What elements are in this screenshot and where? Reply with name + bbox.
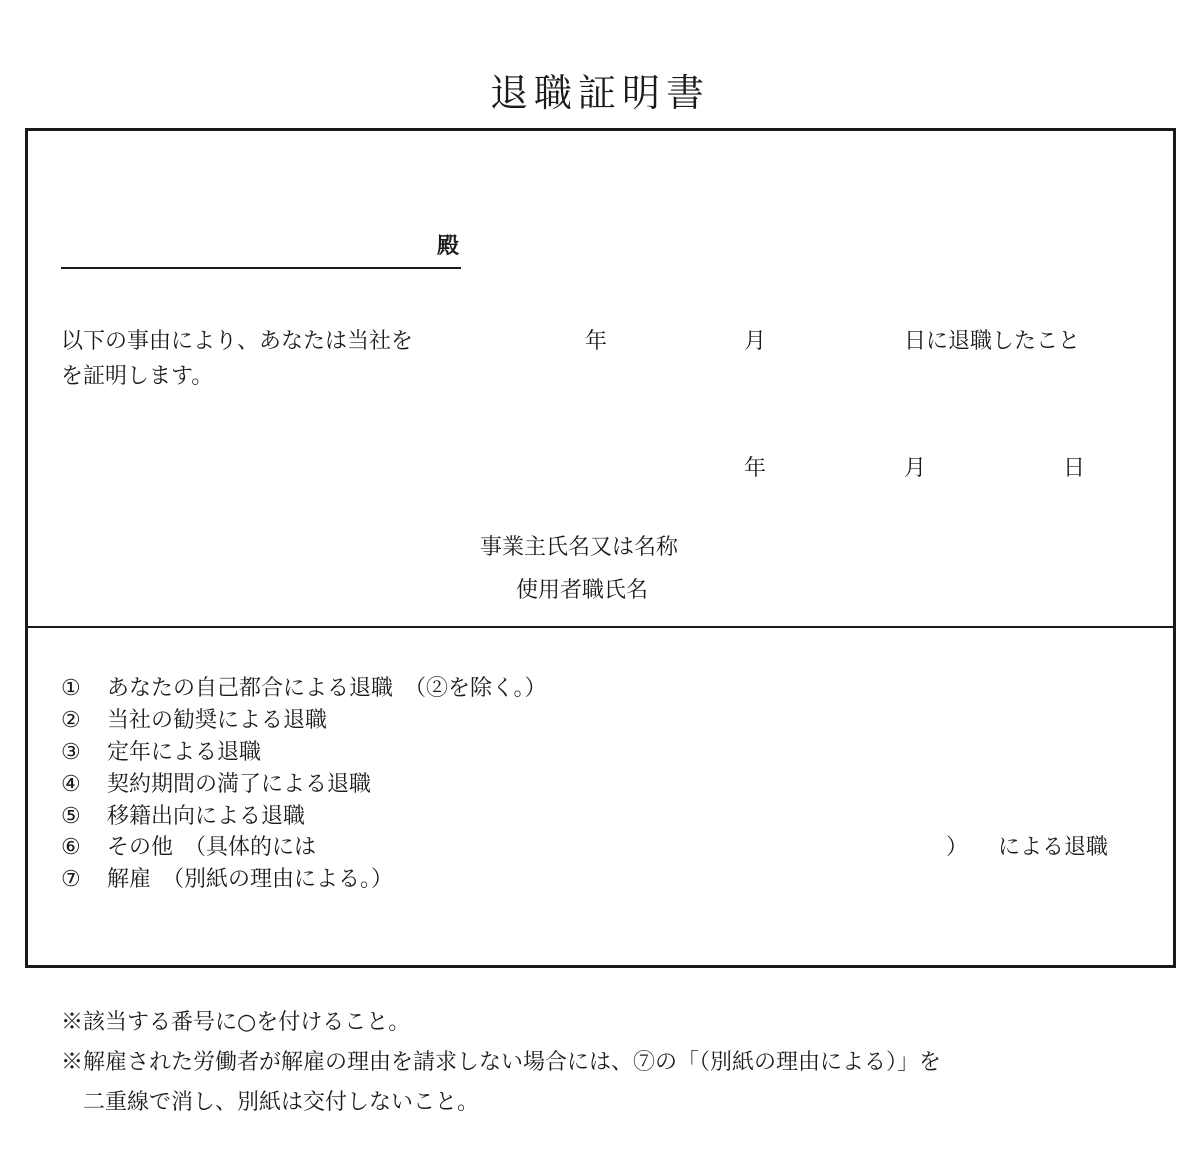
reason-text: あなたの自己都合による退職 （②を除く。） <box>107 676 547 701</box>
document-title: 退職証明書 <box>489 71 710 115</box>
reason-number: ⑥ <box>61 835 81 860</box>
reason-text: 契約期間の満了による退職 <box>107 772 372 797</box>
issue-day-label: 日 <box>1063 456 1086 481</box>
reason-item-4 <box>61 767 371 798</box>
reason-text: 当社の勧奨による退職 <box>107 708 328 733</box>
reason-number: ④ <box>61 772 81 797</box>
reason-text: 解雇 （別紙の理由による。） <box>107 867 394 892</box>
issue-year-label: 年 <box>744 456 767 481</box>
reason-item-6 <box>61 830 316 861</box>
reason-text: 定年による退職 <box>107 740 262 765</box>
retire-year-label: 年 <box>585 329 608 354</box>
retire-day-label: 日に退職したこと <box>904 329 1081 354</box>
employer-name-label: 事業主氏名又は名称 <box>480 535 679 560</box>
statement-line-1: 以下の事由により、あなたは当社を <box>61 329 414 354</box>
reason-item-7 <box>61 862 393 893</box>
reason-item-2 <box>61 703 327 734</box>
addressee-name-line <box>61 267 461 269</box>
section-divider <box>28 626 1173 628</box>
reason-item-3 <box>61 735 261 766</box>
note-2-continuation: 二重線で消し、別紙は交付しないこと。 <box>83 1090 480 1115</box>
statement-line-2: を証明します。 <box>61 364 214 389</box>
reason-text: その他 （具体的には <box>107 835 317 860</box>
issue-month-label: 月 <box>904 456 927 481</box>
note-1: ※該当する番号に○を付けること。 <box>61 1010 411 1035</box>
employer-user-label: 使用者職氏名 <box>516 578 649 603</box>
note-2: ※解雇された労働者が解雇の理由を請求しない場合には、⑦の「（別紙の理由による）」を <box>61 1050 942 1075</box>
retire-month-label: 月 <box>744 329 767 354</box>
reason-number: ② <box>61 708 81 733</box>
reason-number: ③ <box>61 740 81 765</box>
reason-item-5 <box>61 799 305 830</box>
reason-item-1 <box>61 671 547 702</box>
reason-6-close-paren: ） <box>946 835 969 860</box>
addressee-suffix: 殿 <box>437 233 460 259</box>
reason-number: ① <box>61 676 81 701</box>
reason-6-tail: による退職 <box>998 835 1109 860</box>
reason-text: 移籍出向による退職 <box>107 804 306 829</box>
reason-number: ⑤ <box>61 804 81 829</box>
reason-number: ⑦ <box>61 867 81 892</box>
